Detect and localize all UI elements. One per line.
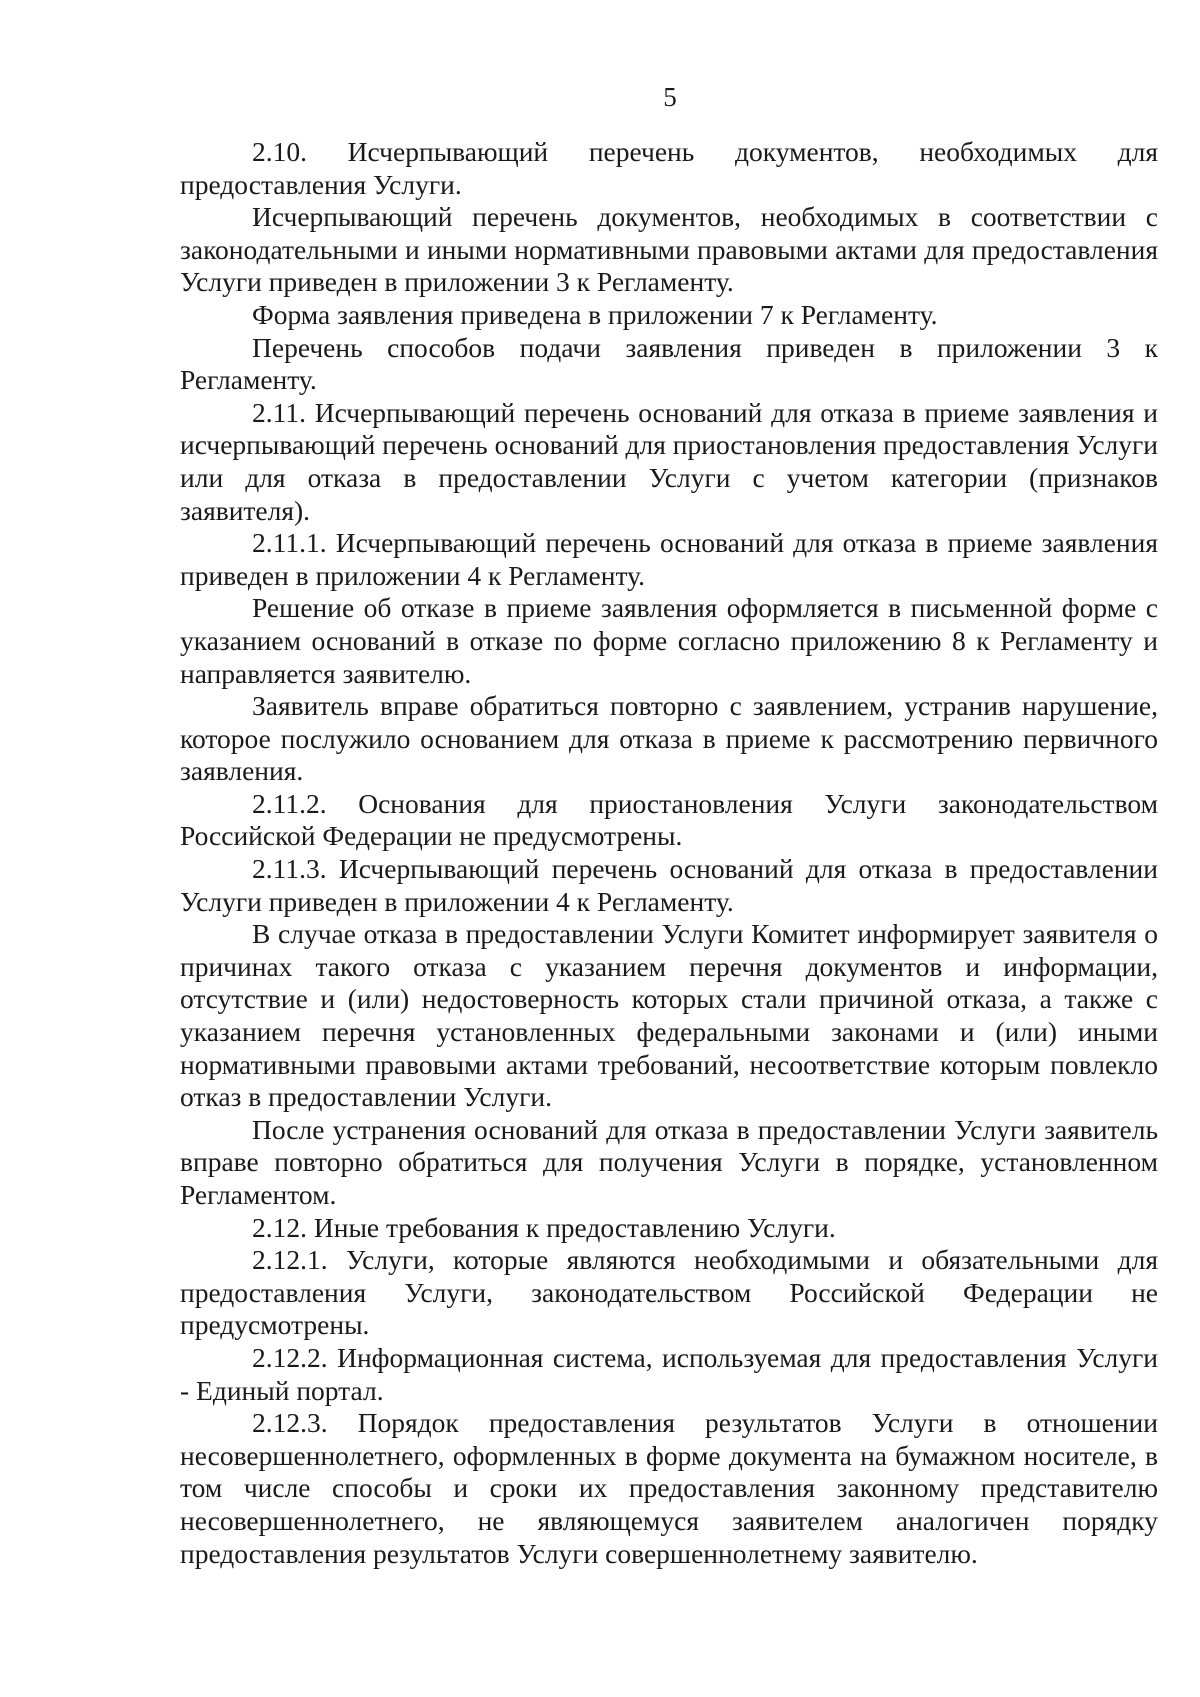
- paragraph-2-11-2: 2.11.2. Основания для приостановления Услуги законодательством Российской Федерации не предусмотрены.: [180, 787, 1158, 852]
- paragraph-2-10-heading: 2.10. Исчерпывающий перечень документов, необходимых для предоставления Услуги.: [180, 136, 1158, 200]
- paragraph-application-form: Форма заявления приведена в приложении 7 к Регламенту.: [252, 298, 938, 330]
- paragraph-reapply: Заявитель вправе обратиться повторно с заявлением, устранив нарушение, которое послужило основанием для отказа в приеме к рассмотрению первичного заявления.: [180, 690, 1158, 787]
- paragraph-2-11-3: 2.11.3. Исчерпывающий перечень оснований для отказа в предоставлении Услуги приведен в приложении 4 к Регламенту.: [180, 853, 1158, 917]
- paragraph-refusal-decision: Решение об отказе в приеме заявления оформляется в письменной форме с указанием оснований в отказе по форме согласно приложению 8 к Регламенту и направляется заявителю.: [180, 592, 1158, 689]
- paragraph-submission-methods: Перечень способов подачи заявления приведен в приложении 3 к Регламенту.: [180, 331, 1158, 396]
- paragraph-2-11-1: 2.11.1. Исчерпывающий перечень оснований для отказа в приеме заявления приведен в приложении 4 к Регламенту.: [180, 527, 1158, 591]
- paragraph-2-12-2: 2.12.2. Информационная система, используемая для предоставления Услуги - Единый портал.: [180, 1341, 1158, 1406]
- document-body: [180, 136, 1158, 1570]
- paragraph-after-elimination: После устранения оснований для отказа в предоставлении Услуги заявитель вправе повторно обратиться для получения Услуги в порядке, установленном Регламентом.: [180, 1113, 1158, 1210]
- paragraph-2-12-heading: 2.12. Иные требования к предоставлению Услуги.: [252, 1211, 836, 1243]
- paragraph-2-12-3: 2.12.3. Порядок предоставления результатов Услуги в отношении несовершеннолетнего, оформленных в форме документа на бумажном носителе, в том числе способы и сроки их предоставления законному представителю несовершеннолетнего, не являющемуся заявителем аналогичен порядку предоставления результатов Услуги совершеннолетнему заявителю.: [180, 1407, 1158, 1569]
- paragraph-documents-list: Исчерпывающий перечень документов, необходимых в соответствии с законодательными и иными нормативными правовыми актами для предоставления Услуги приведен в приложении 3 к Регламенту.: [180, 201, 1158, 298]
- paragraph-refusal-notice: В случае отказа в предоставлении Услуги Комитет информирует заявителя о причинах такого отказа с указанием перечня документов и информации, отсутствие и (или) недостоверность которых стали причиной отказа, а также с указанием перечня установленных федеральными законами и (или) иными нормативными правовыми актами требований, несоответствие которым повлекло отказ в предоставлении Услуги.: [180, 918, 1158, 1113]
- page-number: 5: [663, 82, 677, 112]
- paragraph-2-12-1: 2.12.1. Услуги, которые являются необходимыми и обязательными для предоставления Услуги, законодательством Российской Федерации не предусмотрены.: [180, 1244, 1158, 1341]
- paragraph-2-11-heading: 2.11. Исчерпывающий перечень оснований для отказа в приеме заявления и исчерпывающий перечень оснований для приостановления предоставления Услуги или для отказа в предоставлении Услуги с учетом категории (признаков заявителя).: [180, 396, 1158, 526]
